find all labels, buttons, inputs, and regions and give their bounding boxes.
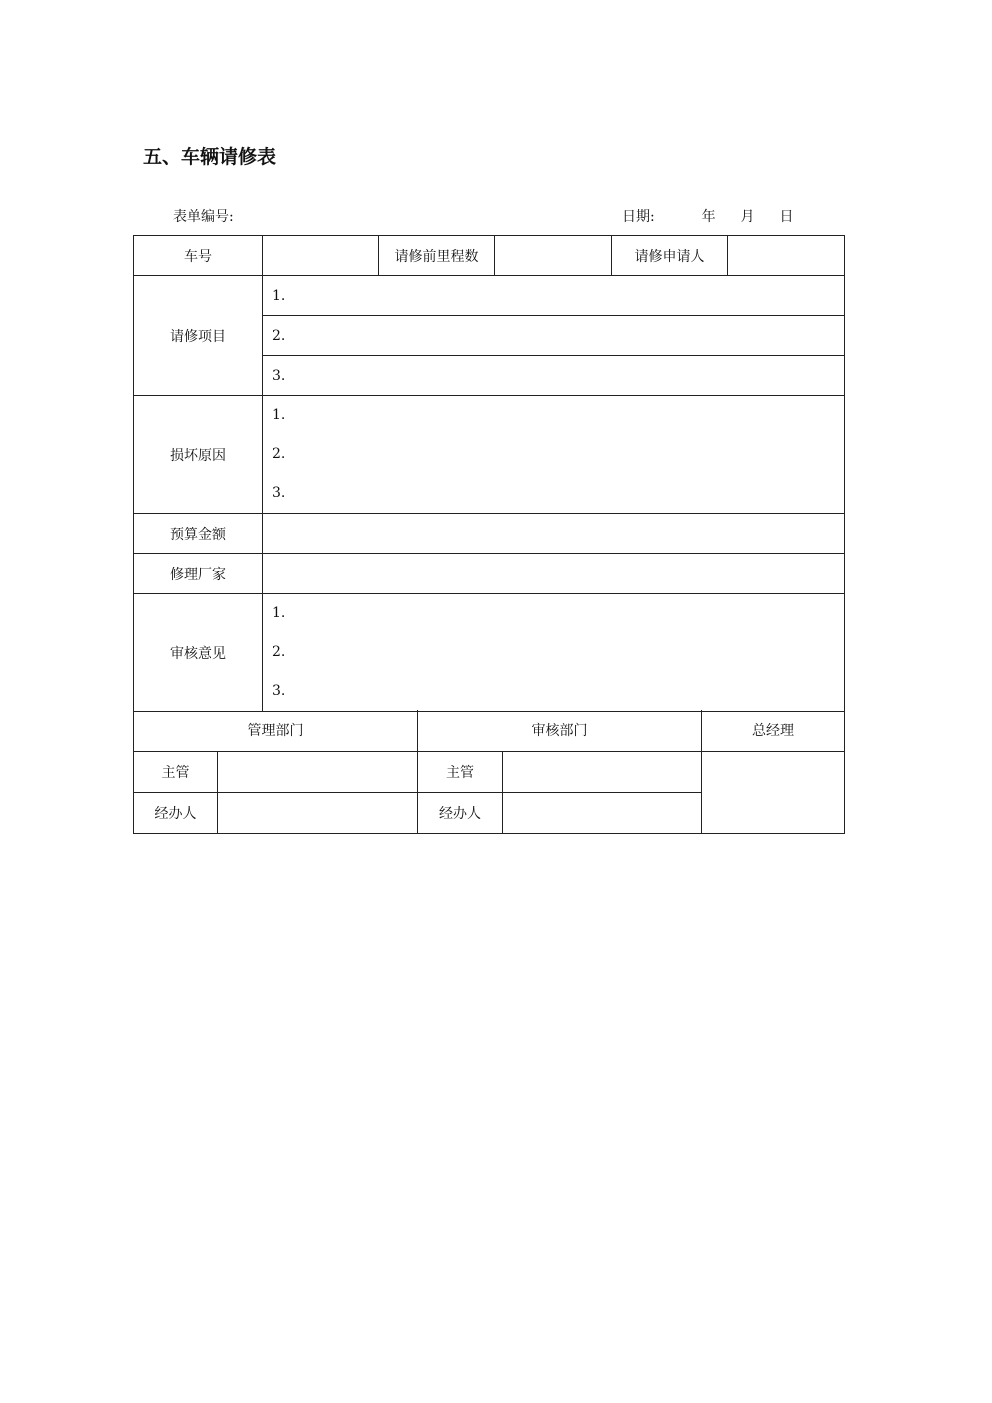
repair-factory-label: 修理厂家 xyxy=(134,554,263,594)
repair-items-label: 请修项目 xyxy=(134,276,263,396)
date-line xyxy=(622,206,793,226)
applicant-field[interactable] xyxy=(728,236,845,276)
form-number-label: 表单编号: xyxy=(173,209,234,225)
review-opinion-line-2: 2. xyxy=(272,644,286,660)
repair-request-table xyxy=(133,235,845,712)
review-opinion-line-1: 1. xyxy=(272,605,286,621)
mgmt-supervisor-label: 主管 xyxy=(134,751,218,792)
review-opinion-field[interactable] xyxy=(263,594,845,712)
budget-field[interactable] xyxy=(263,514,845,554)
date-month-label: 月 xyxy=(740,209,755,225)
damage-cause-field[interactable] xyxy=(263,396,845,514)
applicant-label: 请修申请人 xyxy=(612,236,728,276)
mgmt-dept-header: 管理部门 xyxy=(134,710,418,751)
damage-cause-label: 损坏原因 xyxy=(134,396,263,514)
repair-item-2-field[interactable]: 2. xyxy=(263,316,845,356)
date-year-label: 年 xyxy=(701,209,716,225)
gm-header: 总经理 xyxy=(702,710,845,751)
signoff-table xyxy=(133,710,845,834)
damage-cause-line-1: 1. xyxy=(272,407,286,423)
mileage-label: 请修前里程数 xyxy=(379,236,495,276)
mgmt-handler-label: 经办人 xyxy=(134,792,218,833)
repair-item-1-field[interactable]: 1. xyxy=(263,276,845,316)
page-title: 五、车辆请修表 xyxy=(143,146,277,168)
damage-cause-line-3: 3. xyxy=(272,485,286,501)
review-opinion-line-3: 3. xyxy=(272,683,286,699)
mileage-field[interactable] xyxy=(495,236,612,276)
date-day-label: 日 xyxy=(779,209,794,225)
mgmt-supervisor-field[interactable] xyxy=(218,751,418,792)
car-number-label: 车号 xyxy=(134,236,263,276)
review-handler-label: 经办人 xyxy=(418,792,503,833)
gm-signature-field[interactable] xyxy=(702,751,845,833)
repair-factory-field[interactable] xyxy=(263,554,845,594)
damage-cause-line-2: 2. xyxy=(272,446,286,462)
review-supervisor-label: 主管 xyxy=(418,751,503,792)
date-label: 日期: xyxy=(622,209,655,225)
car-number-field[interactable] xyxy=(263,236,379,276)
review-handler-field[interactable] xyxy=(503,792,702,833)
review-dept-header: 审核部门 xyxy=(418,710,702,751)
budget-label: 预算金额 xyxy=(134,514,263,554)
review-opinion-label: 审核意见 xyxy=(134,594,263,712)
mgmt-handler-field[interactable] xyxy=(218,792,418,833)
review-supervisor-field[interactable] xyxy=(503,751,702,792)
repair-item-3-field[interactable]: 3. xyxy=(263,356,845,396)
